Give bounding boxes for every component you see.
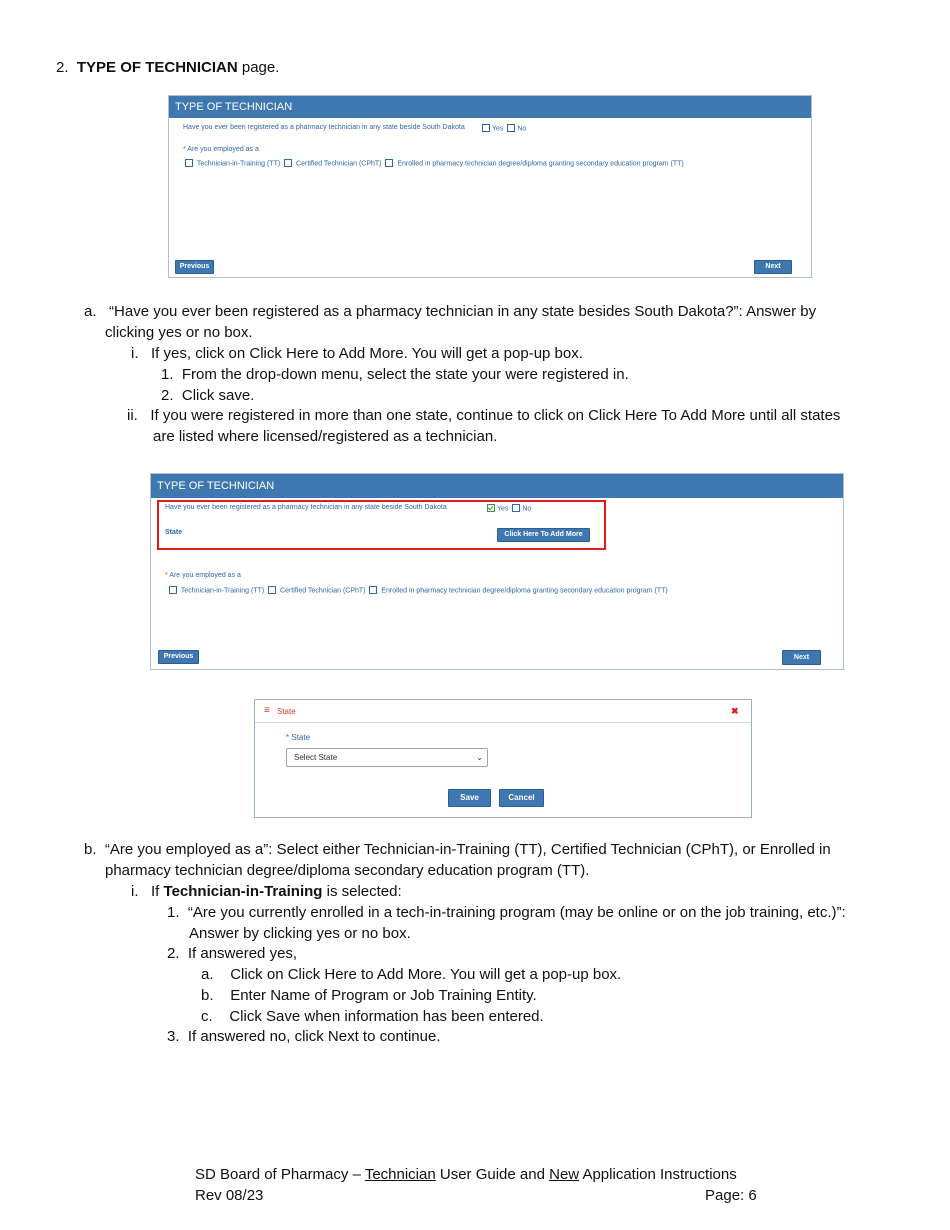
required-marker: *: [183, 146, 186, 153]
enrolled-label-2: Enrolled in pharmacy technician degree/diploma granting secondary education program (TT): [381, 587, 668, 595]
item-b-sb: [201, 986, 537, 1006]
next-button[interactable]: Next: [754, 260, 792, 274]
footer-prefix: SD Board of Pharmacy –: [195, 1166, 365, 1183]
modal-field-label: [286, 733, 310, 742]
cpht-checkbox-2[interactable]: [268, 586, 276, 594]
item-a-marker: a.: [84, 303, 97, 320]
item-b-i-suffix: is selected:: [322, 883, 402, 900]
required-marker-2: *: [165, 572, 168, 579]
item-a-i-1-text: From the drop-down menu, select the state your were registered in.: [181, 366, 629, 383]
footer-suffix: Application Instructions: [579, 1166, 737, 1183]
footer-title: [195, 1165, 737, 1185]
item-b-s3-marker: 3.: [167, 1028, 180, 1045]
enrolled-label: Enrolled in pharmacy technician degree/diploma granting secondary education program (TT): [397, 160, 684, 168]
employed-label: [183, 146, 259, 153]
item-a-ii-line1: [127, 406, 840, 426]
employment-options-2: [169, 586, 668, 595]
item-b-line2: pharmacy technician degree/diploma secondary education program (TT).: [105, 862, 590, 879]
item-a-i-2-marker: 2.: [161, 387, 174, 404]
item-b-s1-line1: [167, 903, 846, 923]
footer-new: New: [549, 1166, 580, 1183]
tt-checkbox-2[interactable]: [169, 586, 177, 594]
next-button-2[interactable]: Next: [782, 650, 821, 665]
close-icon[interactable]: ✖: [731, 706, 739, 716]
state-select-value: Select State: [294, 753, 338, 762]
item-b-text-1: “Are you employed as a”: Select either Technician-in-Training (TT), Certified Technician (CPhT), or Enrolled in: [104, 841, 831, 858]
item-b-sb-marker: b.: [201, 987, 214, 1004]
enrolled-checkbox[interactable]: [385, 159, 393, 167]
item-a-ii-line2: are listed where licensed/registered as a technician.: [153, 428, 498, 445]
panel-1-header: TYPE OF TECHNICIAN: [169, 96, 811, 118]
item-b-line1: [84, 840, 831, 860]
employment-options: [185, 159, 684, 168]
type-of-technician-panel-1: [168, 95, 812, 278]
item-b-s3-text: If answered no, click Next to continue.: [187, 1028, 441, 1045]
item-a-line2: clicking yes or no box.: [105, 324, 253, 341]
item-b-i-bold: Technician-in-Training: [163, 883, 323, 900]
cpht-label: Certified Technician (CPhT): [296, 160, 382, 168]
tt-checkbox[interactable]: [185, 159, 193, 167]
item-a-i-1: [161, 365, 629, 385]
registered-question: Have you ever been registered as a pharmacy technician in any state beside South Dakota: [183, 124, 465, 131]
item-b-s1-marker: 1.: [167, 904, 180, 921]
step-heading: [56, 58, 279, 78]
item-b-sa-text: Click on Click Here to Add More. You will get a pop-up box.: [230, 966, 622, 983]
item-b-sc-text: Click Save when information has been entered.: [229, 1008, 544, 1025]
footer-middle: User Guide and: [435, 1166, 550, 1183]
modal-field-label-text: State: [291, 733, 311, 742]
modal-header: [255, 700, 751, 723]
no-label: No: [517, 125, 527, 133]
required-marker-3: *: [286, 733, 290, 742]
no-checkbox[interactable]: [507, 124, 515, 132]
employed-text: Are you employed as a: [187, 146, 259, 153]
employed-label-2: [165, 572, 241, 579]
item-b-sb-text: Enter Name of Program or Job Training Entity.: [230, 987, 537, 1004]
modal-title: State: [277, 707, 296, 716]
step-number: 2.: [56, 59, 69, 76]
item-b-i: [131, 882, 402, 902]
item-a-i-2-text: Click save.: [181, 387, 255, 404]
item-b-s2: [167, 944, 297, 964]
tt-label: Technician-in-Training (TT): [196, 160, 281, 168]
item-b-sa: [201, 965, 621, 985]
state-modal: [254, 699, 752, 818]
previous-button[interactable]: Previous: [175, 260, 214, 274]
no-label-2: No: [522, 505, 532, 513]
step-title: TYPE OF TECHNICIAN: [76, 59, 238, 76]
item-a-ii-marker: ii.: [127, 407, 138, 424]
item-b-s3: [167, 1027, 441, 1047]
enrolled-checkbox-2[interactable]: [369, 586, 377, 594]
highlight-box: [157, 500, 606, 550]
item-a-i: [131, 344, 583, 364]
footer-technician: Technician: [364, 1166, 436, 1183]
tt-label-2: Technician-in-Training (TT): [180, 587, 265, 595]
item-b-s1-text-1: “Are you currently enrolled in a tech-in-training program (may be online or on the job training, etc.)”:: [187, 904, 846, 921]
item-b-s2-marker: 2.: [167, 945, 180, 962]
state-select[interactable]: [286, 748, 488, 767]
yes-no-group: [482, 124, 526, 133]
menu-icon: ≡: [264, 705, 270, 716]
item-b-i-prefix: If: [151, 883, 164, 900]
item-b-i-marker: i.: [131, 883, 139, 900]
panel-2-header: TYPE OF TECHNICIAN: [151, 474, 843, 498]
item-b-sc: [201, 1007, 544, 1027]
item-a-line1: [84, 302, 816, 322]
item-a-i-2: [161, 386, 254, 406]
item-b-s1-line2: Answer by clicking yes or no box.: [189, 925, 411, 942]
item-a-text-1: “Have you ever been registered as a pharmacy technician in any state besides South Dakota?”: Answer by: [109, 303, 817, 320]
click-here-to-add-more-button[interactable]: Click Here To Add More: [497, 528, 590, 542]
state-label: State: [165, 529, 183, 536]
cancel-button[interactable]: Cancel: [499, 789, 544, 807]
footer-page: Page: 6: [705, 1187, 757, 1204]
item-b-sc-marker: c.: [201, 1008, 213, 1025]
save-button[interactable]: Save: [448, 789, 491, 807]
item-b-sa-marker: a.: [201, 966, 214, 983]
yes-label: Yes: [492, 125, 504, 133]
step-suffix: page.: [237, 59, 280, 76]
item-a-i-text: If yes, click on Click Here to Add More. You will get a pop-up box.: [151, 345, 583, 362]
previous-button-2[interactable]: Previous: [158, 650, 199, 664]
item-a-ii-text-1: If you were registered in more than one state, continue to click on Click Here To Add More until all states: [150, 407, 841, 424]
item-a-i-marker: i.: [131, 345, 139, 362]
item-b-s2-text: If answered yes,: [187, 945, 298, 962]
yes-checkbox[interactable]: [482, 124, 490, 132]
footer-rev: Rev 08/23: [195, 1187, 264, 1204]
yes-label-2: Yes: [497, 505, 509, 513]
item-a-i-1-marker: 1.: [161, 366, 174, 383]
registered-question-2: Have you ever been registered as a pharmacy technician in any state beside South Dakota: [165, 504, 447, 511]
employed-text-2: Are you employed as a: [169, 572, 241, 579]
chevron-down-icon: ⌄: [476, 753, 483, 762]
cpht-label-2: Certified Technician (CPhT): [280, 587, 366, 595]
cpht-checkbox[interactable]: [284, 159, 292, 167]
item-b-marker: b.: [84, 841, 97, 858]
